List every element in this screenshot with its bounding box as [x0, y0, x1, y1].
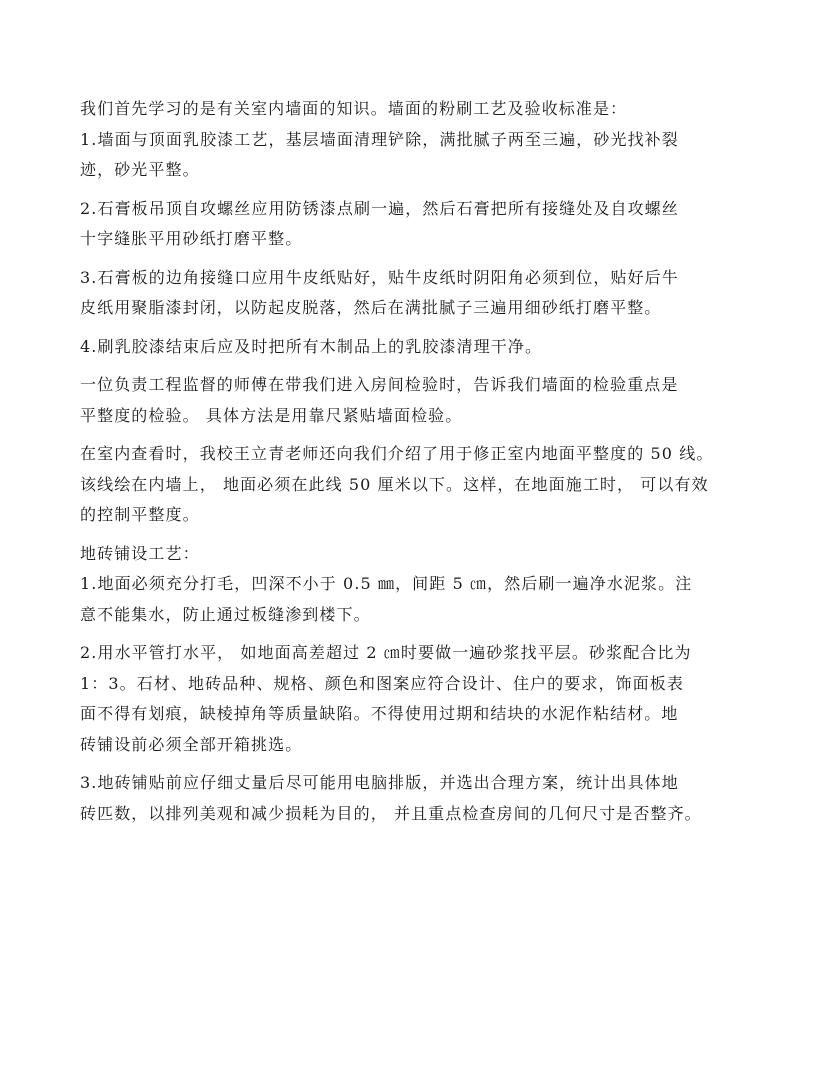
text-line: 2.用水平管打水平， 如地面高差超过 2 ㎝时要做一遍砂浆找平层。砂浆配合比为 — [80, 643, 692, 662]
paragraph-inspection — [80, 370, 780, 431]
text-line: 该线绘在内墙上， 地面必须在此线 50 厘米以下。这样，在地面施工时， 可以有效 — [80, 474, 709, 494]
text-line: 4.刷乳胶漆结束后应及时把所有木制品上的乳胶漆清理干净。 — [80, 336, 543, 356]
paragraph-tile-item-2 — [80, 638, 780, 760]
text-line: 一位负责工程监督的师傅在带我们进入房间检验时，告诉我们墙面的检验重点是 — [80, 375, 679, 394]
text-line: 面不得有划痕，缺棱掉角等质量缺陷。不得使用过期和结块的水泥作粘结材。地 — [80, 704, 679, 723]
paragraph-50-line — [80, 439, 780, 531]
text-line: 我们首先学习的是有关室内墙面的知识。墙面的粉刷工艺及验收标准是： — [80, 99, 628, 118]
text-line: 的控制平整度。 — [80, 505, 200, 524]
text-line: 十字缝胀平用砂纸打磨平整。 — [80, 229, 303, 248]
text-line: 1：3。石材、地砖品种、规格、颜色和图案应符合设计、住户的要求，饰面板表 — [80, 673, 684, 693]
paragraph-item-2 — [80, 194, 780, 255]
text-line: 迹，砂光平整。 — [80, 160, 200, 179]
text-line: 意不能集水，防止通过板缝渗到楼下。 — [80, 604, 371, 624]
text-line: 3.石膏板的边角接缝口应用牛皮纸贴好，贴牛皮纸时阴阳角必须到位，贴好后牛 — [80, 267, 679, 287]
paragraph-intro — [80, 94, 780, 186]
text-line: 1.墙面与顶面乳胶漆工艺，基层墙面清理铲除，满批腻子两至三遍，砂光找补裂 — [80, 129, 679, 149]
text-line: 在室内查看时，我校王立青老师还向我们介绍了用于修正室内地面平整度的 50 线。 — [80, 444, 714, 463]
text-line: 平整度的检验。 具体方法是用靠尺紧贴墙面检验。 — [80, 405, 463, 425]
paragraph-tile-process — [80, 539, 780, 631]
text-line: 皮纸用聚脂漆封闭，以防起皮脱落，然后在满批腻子三遍用细砂纸打磨平整。 — [80, 298, 662, 317]
text-line: 3.地砖铺贴前应仔细丈量后尽可能用电脑排版，并选出合理方案，统计出具体地 — [80, 773, 679, 792]
document-body — [80, 94, 780, 829]
text-line: 2.石膏板吊顶自攻螺丝应用防锈漆点刷一遍，然后石膏把所有接缝处及自攻螺丝 — [80, 198, 679, 218]
section-heading: 地砖铺设工艺： — [80, 543, 200, 563]
paragraph-item-3 — [80, 263, 780, 324]
paragraph-item-4 — [80, 332, 780, 363]
text-line: 砖匹数，以排列美观和减少损耗为目的， 并且重点检查房间的几何尺寸是否整齐。 — [80, 803, 702, 823]
paragraph-tile-item-3 — [80, 768, 780, 829]
text-line: 砖铺设前必须全部开箱挑选。 — [80, 734, 303, 754]
text-line: 1.地面必须充分打毛，凹深不小于 0.5 ㎜，间距 5 ㎝，然后刷一遍净水泥浆。注 — [80, 574, 693, 593]
